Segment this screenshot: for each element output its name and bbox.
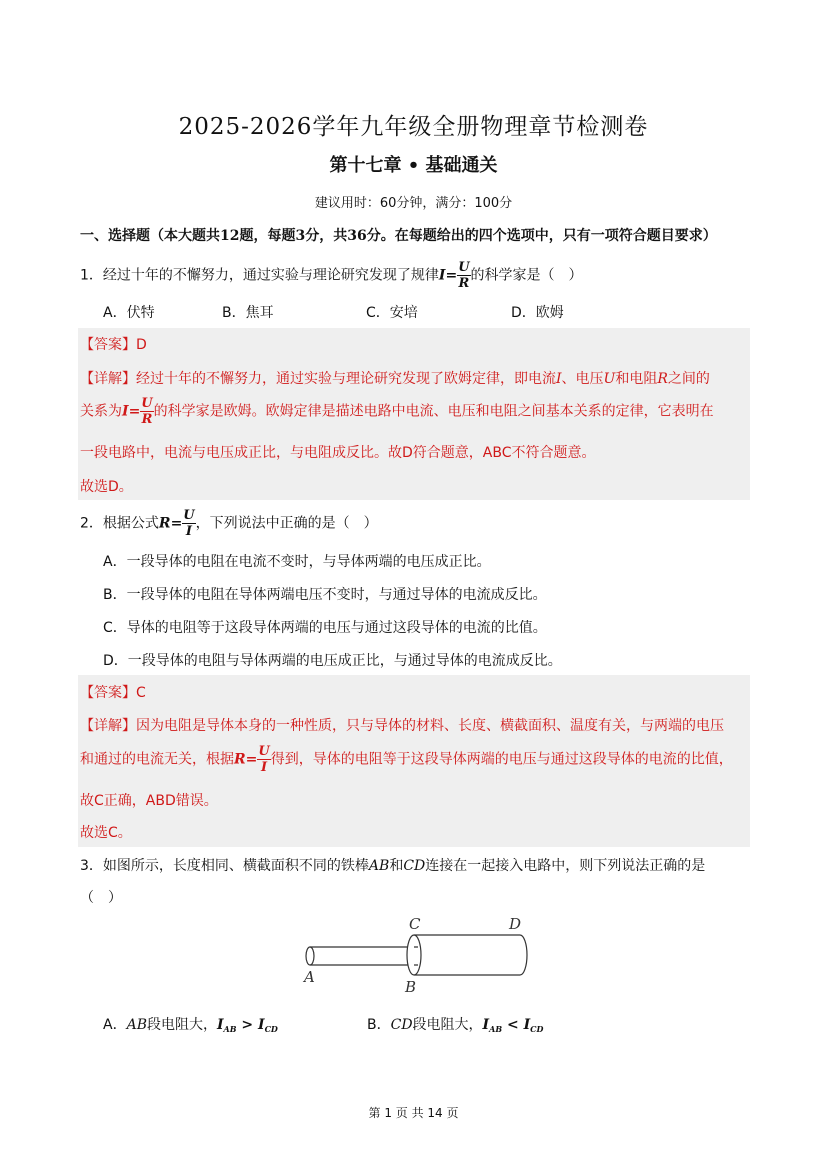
label-b: B bbox=[405, 978, 417, 996]
question-1-stem: 1．经过十年的不懈努力，通过实验与理论研究发现了规律I= $\frac{U}{R}$ 的科学家是（ ） bbox=[80, 260, 583, 291]
question-1-text: 1．经过十年的不懈努力，通过实验与理论研究发现了规律 bbox=[80, 267, 439, 284]
label-d: D bbox=[509, 915, 522, 933]
q1-option-b: B．焦耳 bbox=[222, 305, 274, 321]
formula-ohm-law: I= $\frac{U}{R}$ bbox=[438, 260, 470, 291]
label-a: A bbox=[304, 968, 315, 986]
q2-option-c: C．导体的电阻等于这段导体两端的电压与通过这段导体的电流的比值。 bbox=[103, 620, 547, 636]
q1-detail-line-1: 【详解】经过十年的不懈努力，通过实验与理论研究发现了欧姆定律，即电流I、电压U和电阻R之间的 bbox=[80, 371, 710, 387]
q1-detail-line-2: 关系为I= $\frac{U}{R}$ 的科学家是欧姆。欧姆定律是描述电路中电流、电压和电阻之间基本关系的定律，它表明在 bbox=[80, 396, 714, 427]
q1-option-c: C．安培 bbox=[366, 305, 418, 321]
question-2-stem: 2．根据公式R= $\frac{U}{I}$ ，下列说法中正确的是（ ） bbox=[80, 508, 378, 539]
rods-figure bbox=[296, 912, 536, 1002]
q1-answer: 【答案】D bbox=[80, 337, 147, 353]
q1-option-d: D．欧姆 bbox=[511, 305, 564, 321]
q1-option-a: A．伏特 bbox=[103, 305, 155, 321]
q3-option-b: B．CD段电阻大，$I_{AB} < I_{CD}$ bbox=[367, 1016, 544, 1034]
q2-option-a: A．一段导体的电阻在电流不变时，与导体两端的电压成正比。 bbox=[103, 554, 491, 570]
exam-meta: 建议用时：60分钟，满分：100分 bbox=[314, 196, 513, 211]
q3-option-a: A．AB段电阻大，$I_{AB} > I_{CD}$ bbox=[103, 1016, 278, 1034]
q1-detail-line-4: 故选D。 bbox=[80, 479, 133, 495]
label-c: C bbox=[409, 915, 421, 933]
q2-option-b: B．一段导体的电阻在导体两端电压不变时，与通过导体的电流成反比。 bbox=[103, 587, 547, 603]
formula-ohm-law: I= $\frac{U}{R}$ bbox=[122, 396, 153, 427]
chapter-subtitle: 第十七章 • 基础通关 bbox=[329, 155, 498, 176]
formula-resistance: R= $\frac{U}{I}$ bbox=[158, 508, 195, 539]
q2-detail-line-3: 故C正确，ABD错误。 bbox=[80, 793, 218, 809]
q2-option-d: D．一段导体的电阻与导体两端的电压成正比，与通过导体的电流成反比。 bbox=[103, 653, 562, 669]
question-3-stem-line-2: （ ） bbox=[80, 890, 122, 906]
page-title: 2025-2026学年九年级全册物理章节检测卷 bbox=[178, 114, 649, 140]
q2-answer: 【答案】C bbox=[80, 685, 146, 701]
section-heading: 一、选择题（本大题共12题，每题3分，共36分。在每题给出的四个选项中，只有一项符合题目要求） bbox=[80, 228, 717, 244]
q2-detail-line-4: 故选C。 bbox=[80, 825, 132, 841]
q1-detail-line-3: 一段电路中，电流与电压成正比，与电阻成反比。故D符合题意，ABC不符合题意。 bbox=[80, 445, 596, 461]
q2-detail-line-2: 和通过的电流无关，根据R= $\frac{U}{I}$ 得到，导体的电阻等于这段导体两端的电压与通过这段导体的电流的比值， bbox=[80, 744, 733, 775]
q2-detail-line-1: 【详解】因为电阻是导体本身的一种性质，只与导体的材料、长度、横截面积、温度有关，与两端的电压 bbox=[80, 718, 724, 734]
formula-resistance: R= $\frac{U}{I}$ bbox=[234, 744, 270, 775]
page-footer: 第 1 页 共 14 页 bbox=[368, 1106, 459, 1120]
question-3-stem-line-1: 3．如图所示，长度相同、横截面积不同的铁棒AB和CD连接在一起接入电路中，则下列说法正确的是 bbox=[80, 858, 706, 874]
